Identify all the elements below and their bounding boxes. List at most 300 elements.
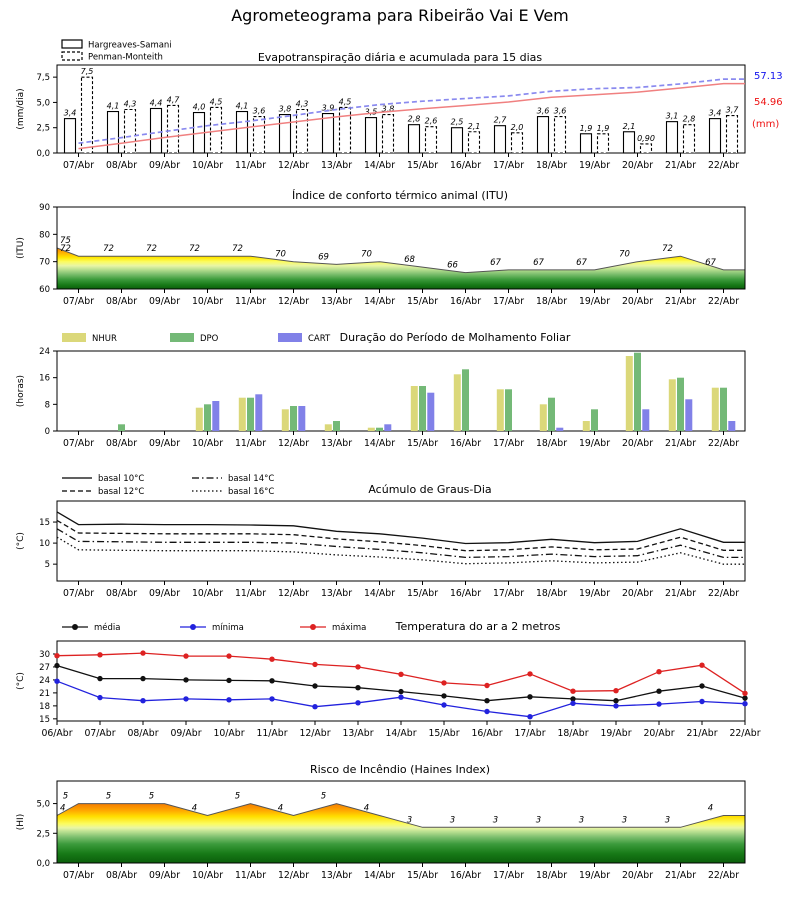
fire-risk-chart (0, 759, 800, 891)
bar-value-label: 4,4 (149, 98, 163, 108)
legend-marker (72, 624, 78, 630)
x-tick-label: 13/Abr (320, 160, 353, 171)
legend-label: basal 12°C (98, 487, 145, 497)
temp-point-mínima (613, 703, 618, 708)
panel-temperature (0, 617, 800, 749)
y-axis-label: (horas) (16, 374, 26, 408)
x-tick-label: 15/Abr (406, 160, 439, 171)
x-tick-label: 09/Abr (148, 870, 181, 881)
temp-point-mínima (398, 695, 403, 700)
bar-value-label: 2,0 (510, 122, 524, 132)
legend-label: Hargreaves-Samani (88, 40, 172, 51)
point-value-label: 72 (232, 244, 243, 255)
y-tick-label: 60 (39, 285, 50, 295)
x-tick-label: 15/Abr (406, 438, 439, 449)
legend-swatch-solid (62, 40, 82, 48)
bar-value-label: 4,1 (106, 101, 120, 111)
temp-point-mínima (656, 701, 661, 706)
x-tick-label: 07/Abr (62, 296, 95, 307)
bar-dpo (204, 404, 211, 431)
bar-hargreaves (710, 119, 721, 153)
x-tick-label: 06/Abr (41, 728, 73, 739)
point-value-label: 72 (662, 244, 673, 255)
x-tick-label: 07/Abr (62, 588, 95, 599)
x-tick-label: 15/Abr (406, 588, 439, 599)
x-tick-label: 14/Abr (363, 296, 396, 307)
legend-label: NHUR (92, 334, 117, 344)
chart-title: Evapotranspiração diária e acumulada para 15 dias (257, 51, 543, 64)
x-tick-label: 19/Abr (600, 728, 632, 739)
x-tick-label: 13/Abr (342, 728, 374, 739)
bar-value-label: 3,7 (725, 105, 739, 115)
degree-days-chart (0, 469, 800, 607)
bar-nhur (325, 424, 332, 431)
x-tick-label: 08/Abr (105, 588, 138, 599)
bar-value-label: 2,1 (467, 121, 481, 131)
x-tick-label: 16/Abr (471, 728, 503, 739)
y-tick-label: 0,0 (36, 859, 50, 869)
bar-penman (297, 110, 308, 153)
temp-point-mínima (54, 679, 59, 684)
bar-value-label: 3,1 (665, 111, 679, 121)
x-tick-label: 16/Abr (449, 588, 482, 599)
temp-point-máxima (226, 653, 231, 658)
y-tick-label: 90 (39, 203, 50, 213)
point-value-label: 66 (447, 260, 458, 271)
accumulated-penman-total: 57.13 (754, 71, 783, 82)
bar-hargreaves (667, 122, 678, 153)
bar-value-label: 1,9 (579, 123, 593, 133)
bar-penman (684, 125, 695, 153)
point-value-label: 5 (62, 791, 69, 802)
temp-point-máxima (355, 664, 360, 669)
bar-dpo (290, 406, 297, 431)
y-tick-label: 10 (39, 539, 50, 550)
x-tick-label: 14/Abr (363, 438, 396, 449)
x-tick-label: 09/Abr (148, 296, 181, 307)
temp-point-mínima (97, 695, 102, 700)
y-tick-label: 15 (39, 518, 50, 529)
y-tick-label: 30 (39, 649, 50, 660)
temp-point-máxima (570, 689, 575, 694)
x-tick-label: 19/Abr (578, 870, 611, 881)
legend-marker (190, 624, 196, 630)
bar-dpo (462, 369, 469, 431)
x-tick-label: 08/Abr (105, 296, 138, 307)
x-tick-label: 11/Abr (234, 296, 267, 307)
bar-cart (255, 394, 262, 431)
bar-penman (598, 134, 609, 153)
bar-cart (212, 401, 219, 431)
y-tick-label: 18 (39, 701, 50, 712)
gdd-line (57, 512, 745, 544)
bar-value-label: 1,9 (596, 123, 610, 133)
bar-value-label: 2,8 (407, 114, 421, 124)
temp-point-máxima (742, 691, 747, 696)
bar-penman (254, 117, 265, 153)
x-tick-label: 14/Abr (363, 870, 396, 881)
bar-value-label: 4,3 (123, 99, 137, 109)
y-tick-label: 7,5 (36, 73, 50, 84)
bar-value-label: 2,1 (622, 121, 636, 131)
bar-nhur (583, 421, 590, 431)
temp-point-média (613, 698, 618, 703)
bar-cart (427, 393, 434, 431)
y-tick-label: 16 (39, 373, 50, 384)
bar-hargreaves (366, 118, 377, 153)
y-tick-label: 8 (44, 400, 50, 411)
bar-penman (512, 133, 523, 153)
x-tick-label: 15/Abr (428, 728, 460, 739)
point-value-label: 4 (363, 803, 370, 814)
bar-cart (685, 399, 692, 431)
bar-dpo (333, 421, 340, 431)
bar-dpo (634, 353, 641, 431)
x-tick-label: 22/Abr (707, 588, 740, 599)
x-tick-label: 11/Abr (234, 588, 267, 599)
x-tick-label: 12/Abr (277, 160, 310, 171)
x-tick-label: 21/Abr (664, 870, 697, 881)
bar-cart (298, 406, 305, 431)
point-value-label: 72 (60, 244, 71, 255)
x-tick-label: 09/Abr (148, 588, 181, 599)
y-tick-label: 2,5 (36, 123, 50, 134)
x-tick-label: 10/Abr (191, 296, 224, 307)
point-value-label: 72 (189, 244, 200, 255)
y-tick-label: 5,0 (36, 98, 50, 109)
bar-nhur (712, 388, 719, 431)
x-tick-label: 10/Abr (213, 728, 245, 739)
x-tick-label: 18/Abr (535, 588, 568, 599)
temp-point-média (699, 683, 704, 688)
panel-evapotranspiration (0, 35, 800, 175)
chart-title: Acúmulo de Graus-Dia (368, 483, 492, 496)
temp-point-média (140, 676, 145, 681)
point-value-label: 3 (406, 815, 413, 826)
bar-value-label: 3,4 (63, 108, 77, 118)
bar-nhur (196, 408, 203, 431)
point-value-label: 4 (191, 803, 198, 814)
y-tick-label: 24 (39, 347, 50, 357)
temp-point-média (269, 678, 274, 683)
temp-point-máxima (54, 653, 59, 658)
bar-nhur (368, 428, 375, 431)
x-tick-label: 10/Abr (191, 870, 224, 881)
axes (16, 501, 745, 599)
bar-dpo (247, 398, 254, 431)
point-value-label: 4 (277, 803, 284, 814)
bar-penman (641, 144, 652, 153)
point-value-label: 3 (449, 815, 456, 826)
bar-hargreaves (452, 128, 463, 153)
y-tick-label: 27 (39, 662, 50, 673)
x-tick-label: 19/Abr (578, 296, 611, 307)
air-temperature-chart (0, 617, 800, 749)
bar-hargreaves (581, 134, 592, 153)
dpm-legend (62, 333, 331, 344)
x-tick-label: 10/Abr (191, 588, 224, 599)
temp-point-mínima (441, 702, 446, 707)
x-tick-label: 21/Abr (664, 438, 697, 449)
bar-value-label: 3,4 (708, 108, 722, 118)
x-tick-label: 17/Abr (492, 296, 525, 307)
panel-degree-days (0, 469, 800, 607)
y-tick-label: 5 (44, 560, 50, 571)
bar-value-label: 4,0 (192, 102, 206, 112)
temp-point-mínima (269, 696, 274, 701)
panel-itu (0, 185, 800, 317)
temp-point-máxima (699, 663, 704, 668)
x-tick-label: 10/Abr (191, 160, 224, 171)
temp-point-máxima (398, 672, 403, 677)
bar-cart (642, 409, 649, 431)
temp-point-mínima (527, 714, 532, 719)
x-tick-label: 20/Abr (621, 588, 654, 599)
x-tick-label: 18/Abr (535, 160, 568, 171)
temp-point-média (527, 694, 532, 699)
point-value-label: 4 (60, 803, 66, 814)
chart-title: Risco de Incêndio (Haines Index) (309, 763, 491, 776)
point-value-label: 72 (146, 244, 157, 255)
y-tick-label: 15 (39, 714, 50, 725)
area-fill (57, 248, 745, 289)
gdd-line (57, 537, 745, 564)
bar-nhur (411, 386, 418, 431)
temp-point-mínima (312, 704, 317, 709)
bar-hargreaves (495, 126, 506, 153)
bar-nhur (540, 404, 547, 431)
temp-point-máxima (441, 680, 446, 685)
axes (16, 203, 745, 307)
bar-hargreaves (237, 112, 248, 153)
temp-point-mínima (140, 698, 145, 703)
y-axis-label: (mm/dia) (16, 88, 26, 130)
temp-point-média (312, 683, 317, 688)
bar-nhur (454, 374, 461, 431)
bar-dpo (419, 386, 426, 431)
point-value-label: 5 (105, 791, 112, 802)
x-tick-label: 16/Abr (449, 438, 482, 449)
x-tick-label: 08/Abr (105, 160, 138, 171)
point-value-label: 5 (234, 791, 241, 802)
x-tick-label: 13/Abr (320, 870, 353, 881)
point-value-label: 3 (664, 815, 671, 826)
point-value-label: 68 (404, 255, 415, 266)
y-axis-label: (ITU) (16, 237, 26, 259)
y-tick-label: 0 (44, 427, 50, 437)
bar-dpo (591, 409, 598, 431)
bar-dpo (118, 424, 125, 431)
bar-value-label: 3,8 (381, 104, 395, 114)
leaf-wetness-chart (0, 327, 800, 459)
point-value-label: 69 (318, 252, 329, 263)
x-tick-label: 22/Abr (707, 296, 740, 307)
gdd-legend (62, 474, 274, 497)
legend-label: mínima (212, 623, 244, 633)
x-tick-label: 12/Abr (277, 588, 310, 599)
temp-point-média (97, 676, 102, 681)
temp-point-máxima (269, 657, 274, 662)
x-tick-label: 09/Abr (170, 728, 202, 739)
legend-label: máxima (332, 623, 367, 633)
x-tick-label: 16/Abr (449, 296, 482, 307)
temp-point-máxima (613, 688, 618, 693)
temp-legend (62, 622, 366, 633)
temp-point-média (441, 693, 446, 698)
bar-cart (556, 428, 563, 431)
legend-label: basal 14°C (228, 474, 275, 484)
y-axis-label: (HI) (16, 813, 26, 831)
temp-point-mínima (570, 701, 575, 706)
temp-point-máxima (312, 662, 317, 667)
temp-point-mínima (226, 697, 231, 702)
point-value-label: 5 (148, 791, 155, 802)
x-tick-label: 22/Abr (707, 438, 740, 449)
x-tick-label: 08/Abr (105, 438, 138, 449)
bar-dpo (376, 428, 383, 431)
temp-point-máxima (527, 671, 532, 676)
legend-label: DPO (200, 334, 219, 344)
bar-value-label: 4,5 (209, 97, 223, 107)
temp-point-máxima (183, 653, 188, 658)
bar-hargreaves (624, 132, 635, 153)
x-tick-label: 12/Abr (277, 870, 310, 881)
temp-point-mínima (742, 701, 747, 706)
legend-swatch-dashed (62, 52, 82, 60)
x-tick-label: 10/Abr (191, 438, 224, 449)
temp-point-média (54, 663, 59, 668)
x-tick-label: 16/Abr (449, 160, 482, 171)
x-tick-label: 11/Abr (234, 160, 267, 171)
temp-point-máxima (97, 652, 102, 657)
x-tick-label: 17/Abr (492, 438, 525, 449)
x-tick-label: 18/Abr (557, 728, 589, 739)
x-tick-label: 07/Abr (62, 870, 95, 881)
x-tick-label: 21/Abr (664, 160, 697, 171)
accumulated-unit-label: (mm) (752, 119, 780, 130)
legend-label: Penman-Monteith (88, 52, 163, 63)
bar-value-label: 2,8 (682, 114, 696, 124)
legend-marker (310, 624, 316, 630)
x-tick-label: 21/Abr (686, 728, 718, 739)
panel-leaf-wetness (0, 327, 800, 459)
x-tick-label: 08/Abr (105, 870, 138, 881)
x-tick-label: 19/Abr (578, 588, 611, 599)
legend-swatch (62, 333, 86, 342)
x-tick-label: 12/Abr (299, 728, 331, 739)
point-value-label: 75 (60, 236, 71, 246)
point-value-label: 72 (103, 244, 114, 255)
point-value-label: 67 (705, 257, 716, 268)
y-tick-label: 24 (39, 675, 50, 686)
bar-nhur (239, 398, 246, 431)
x-tick-label: 21/Abr (664, 296, 697, 307)
x-tick-label: 15/Abr (406, 870, 439, 881)
bar-value-label: 3,6 (553, 106, 567, 116)
x-tick-label: 16/Abr (449, 870, 482, 881)
x-tick-label: 15/Abr (406, 296, 439, 307)
x-tick-label: 07/Abr (84, 728, 116, 739)
point-value-label: 3 (535, 815, 542, 826)
temp-point-média (183, 677, 188, 682)
bar-value-label: 3,5 (364, 107, 378, 117)
accumulated-hargreaves-total: 54.96 (754, 97, 783, 108)
x-tick-label: 21/Abr (664, 588, 697, 599)
x-tick-label: 20/Abr (621, 870, 654, 881)
page-title: Agrometeograma para Ribeirão Vai E Vem (231, 6, 569, 25)
bar-penman (555, 117, 566, 153)
x-tick-label: 09/Abr (148, 438, 181, 449)
bar-value-label: 3,6 (252, 106, 266, 116)
temp-point-mínima (355, 700, 360, 705)
x-tick-label: 18/Abr (535, 296, 568, 307)
x-tick-label: 13/Abr (320, 588, 353, 599)
x-tick-label: 22/Abr (729, 728, 761, 739)
y-tick-label: 80 (39, 230, 50, 241)
bar-cart (384, 424, 391, 431)
bar-nhur (282, 409, 289, 431)
legend-swatch (170, 333, 194, 342)
bar-value-label: 2,7 (493, 115, 507, 125)
temp-point-média (355, 685, 360, 690)
point-value-label: 67 (533, 257, 544, 268)
bar-value-label: 3,9 (321, 103, 335, 113)
et-legend (62, 40, 172, 63)
x-tick-label: 22/Abr (707, 870, 740, 881)
x-tick-label: 17/Abr (492, 588, 525, 599)
bar-penman (469, 132, 480, 153)
bar-value-label: 4,5 (338, 97, 352, 107)
bar-value-label: 7,5 (80, 67, 94, 77)
x-tick-label: 08/Abr (127, 728, 159, 739)
bar-penman (125, 110, 136, 153)
bar-value-label: 2,5 (450, 117, 464, 127)
point-value-label: 67 (490, 257, 501, 268)
bar-value-label: 3,8 (278, 104, 292, 114)
y-tick-label: 21 (39, 688, 50, 699)
temp-point-média (484, 698, 489, 703)
x-tick-label: 20/Abr (643, 728, 675, 739)
temp-point-máxima (140, 650, 145, 655)
bar-nhur (626, 356, 633, 431)
bar-value-label: 4,1 (235, 101, 249, 111)
bar-penman (727, 116, 738, 153)
x-tick-label: 09/Abr (148, 160, 181, 171)
legend-label: média (94, 623, 121, 633)
bar-value-label: 3,6 (536, 106, 550, 116)
y-axis-label: (°C) (16, 532, 26, 550)
x-tick-label: 12/Abr (277, 438, 310, 449)
x-tick-label: 11/Abr (256, 728, 288, 739)
bar-hargreaves (323, 114, 334, 153)
dpm-bars (118, 353, 735, 431)
x-tick-label: 19/Abr (578, 438, 611, 449)
evapotranspiration-chart (0, 35, 800, 175)
legend-swatch (278, 333, 302, 342)
x-tick-label: 11/Abr (234, 438, 267, 449)
bar-penman (340, 107, 351, 153)
x-tick-label: 17/Abr (492, 160, 525, 171)
thermal-comfort-chart (0, 185, 800, 317)
y-tick-label: 5,0 (36, 799, 50, 810)
y-axis-label: (°C) (16, 672, 26, 690)
x-tick-label: 13/Abr (320, 438, 353, 449)
bar-hargreaves (65, 119, 76, 153)
chart-title: Índice de conforto térmico animal (ITU) (291, 189, 509, 202)
temp-point-mínima (183, 696, 188, 701)
legend-label: basal 16°C (228, 487, 275, 497)
x-tick-label: 20/Abr (621, 160, 654, 171)
